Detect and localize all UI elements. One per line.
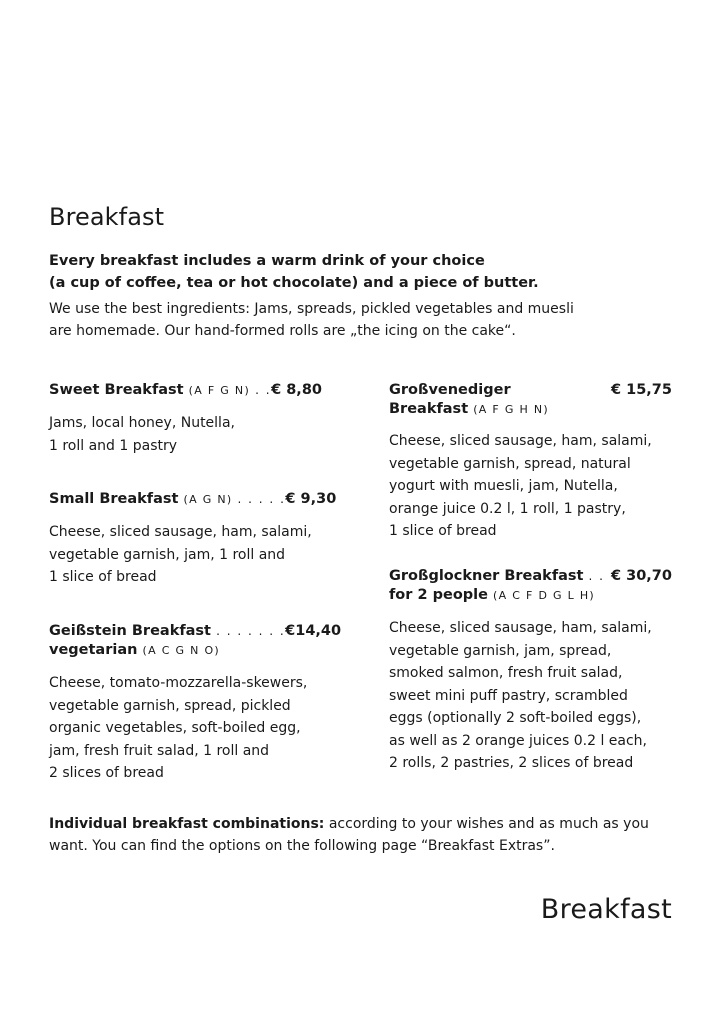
desc-line: vegetable garnish, spread, pickled [49,697,291,714]
menu-item-small-breakfast [49,490,337,589]
item-description [389,617,672,775]
desc-line: Cheese, sliced sausage, ham, salami, [49,524,312,540]
item-title [49,490,285,509]
desc-line: eggs (optionally 2 soft-boiled eggs), [389,710,642,726]
item-price: € 8,80 [271,382,322,398]
desc-line: organic vegetables, soft-boiled egg, [49,720,301,736]
item-allergens: (A C G N O) [142,644,221,657]
item-dots: . . . . . [237,492,286,506]
desc-line: 2 rolls, 2 pastries, 2 slices of bread [389,755,634,771]
item-title [49,622,285,660]
intro-bold [49,250,669,294]
desc-line: 1 slice of bread [389,523,497,539]
item-name-line-2: vegetarian [49,642,138,658]
footer-title: Breakfast [540,894,672,925]
item-title [49,381,271,400]
item-price: € 30,70 [610,568,672,584]
item-title [389,381,549,419]
desc-line: 1 slice of bread [49,569,157,585]
intro-line-1: We use the best ingredients: Jams, spreads, pickled vegetables and muesli [49,301,574,317]
desc-line: Cheese, tomato-mozzarella-skewers, [49,675,308,691]
item-title [389,567,604,605]
item-header [49,622,342,660]
menu-item-sweet-breakfast [49,381,322,457]
desc-line: vegetable garnish, jam, spread, [389,642,612,659]
menu-item-grossglockner-breakfast [389,567,672,775]
desc-line: 1 roll and 1 pastry [49,437,178,454]
item-name: Geißstein Breakfast [49,623,211,639]
item-dots: . . [588,569,605,583]
menu-item-grossvenediger-breakfast [389,381,672,543]
desc-line: Jams, local honey, Nutella, [49,415,235,431]
desc-line: as well as 2 orange juices 0.2 l each, [389,732,647,749]
menu-item-geissstein-breakfast [49,622,342,785]
item-header [389,381,672,419]
item-name: Großvenediger [389,382,511,398]
item-header [49,381,322,400]
item-header [49,490,337,509]
item-name-line-2: Breakfast [389,401,469,417]
desc-line: vegetable garnish, spread, natural [389,455,631,472]
item-description [49,412,315,457]
desc-line: Cheese, sliced sausage, ham, salami, [389,433,652,449]
item-name: Großglockner Breakfast [389,568,584,584]
item-name: Small Breakfast [49,491,179,507]
item-header [389,567,672,605]
intro-bold-line-1: Every breakfast includes a warm drink of your choice [49,253,485,269]
item-allergens: (A F G N) [188,384,251,397]
desc-line: yogurt with muesli, jam, Nutella, [389,478,618,494]
intro-text [49,298,679,342]
item-dots: . . [255,383,272,397]
desc-line: Cheese, sliced sausage, ham, salami, [389,620,652,636]
desc-line: orange juice 0.2 l, 1 roll, 1 pastry, [389,500,626,517]
item-allergens: (A G N) [183,493,233,506]
intro-line-2: are homemade. Our hand-formed rolls are „the icing on the cake“. [49,323,516,339]
desc-line: smoked salmon, fresh fruit salad, [389,665,623,681]
footer-text: according to your wishes and as much as you want. You can find the options on the following page “Breakfast Extras”. [49,816,649,854]
item-price: € 9,30 [285,491,337,507]
item-name: Sweet Breakfast [49,382,184,398]
desc-line: vegetable garnish, jam, 1 roll and [49,546,286,563]
footer-label: Individual breakfast combinations: [49,816,325,832]
item-allergens: (A F G H N) [473,403,549,416]
desc-line: 2 slices of bread [49,765,164,781]
item-price: € 15,75 [610,382,672,398]
item-name-line-2: for 2 people [389,587,488,603]
item-description [389,430,672,543]
desc-line: jam, fresh fruit salad, 1 roll and [49,742,270,759]
footer-note [49,813,679,857]
item-description [49,672,333,785]
page-title: Breakfast [49,203,165,231]
desc-line: sweet mini puff pastry, scrambled [389,687,628,704]
intro-bold-line-2: (a cup of coffee, tea or hot chocolate) and a piece of butter. [49,275,539,291]
item-allergens: (A C F D G L H) [493,589,596,602]
item-dots: . . . . . . . [216,624,286,638]
item-price: €14,40 [285,623,342,639]
item-description [49,521,331,589]
